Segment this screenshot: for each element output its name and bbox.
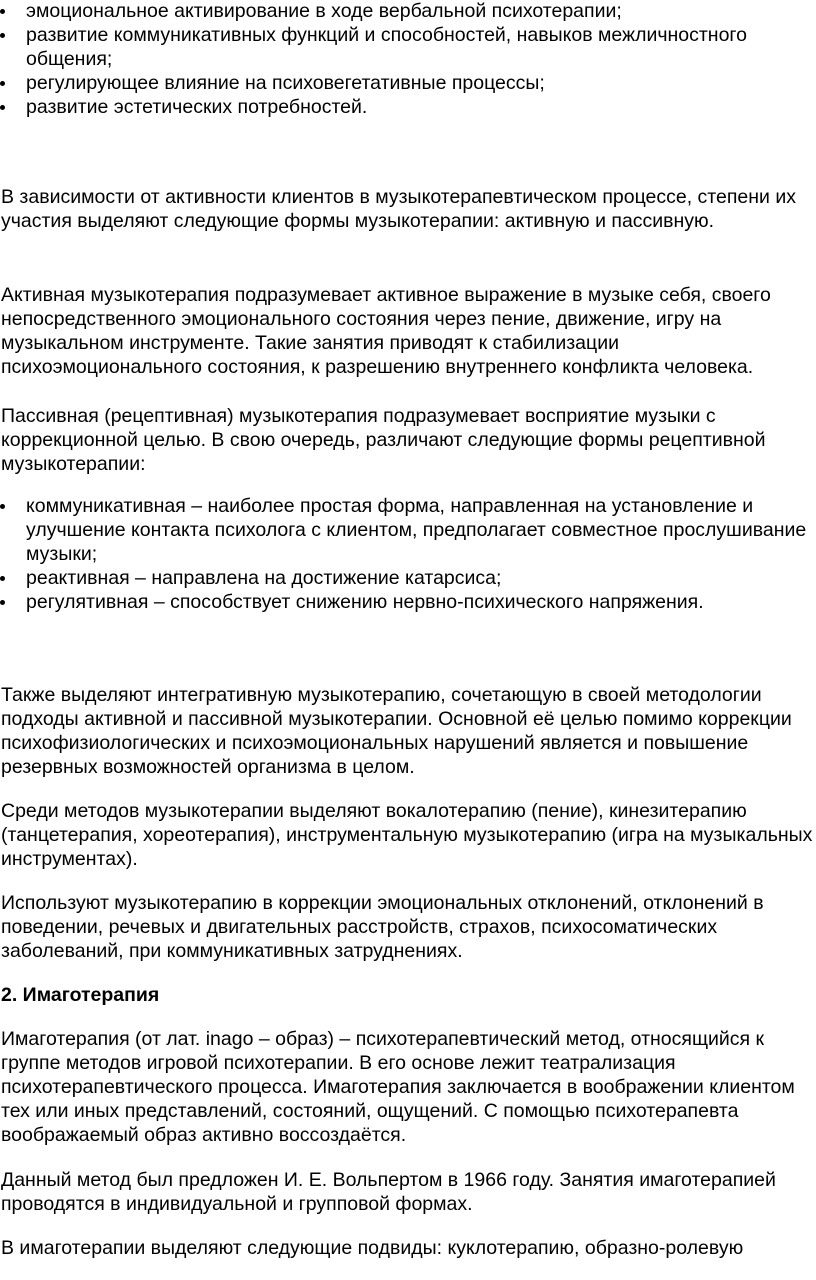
list-item bbox=[0, 23, 816, 71]
bullet-icon bbox=[0, 600, 5, 605]
list-item-text: коммуникативная – наиболее простая форма, направленная на установление и улучшение контакта психолога с клиентом, предполагает совместное прослушивание музыки; bbox=[26, 495, 807, 565]
goals-list bbox=[0, 0, 816, 119]
paragraph-passive-therapy: Пассивная (рецептивная) музыкотерапия подразумевает восприятие музыки с коррекционной целью. В свою очередь, различают следующие формы рецептивной музыкотерапии: bbox=[1, 405, 766, 475]
paragraph-integrative: Также выделяют интегративную музыкотерапию, сочетающую в своей методологии подходы активной и пассивной музыкотерапии. Основной её целью помимо коррекции психофизиологических и психоэмоциональных нарушений является и повышение резервных возможностей организма в целом. bbox=[1, 684, 792, 778]
bullet-icon bbox=[0, 9, 5, 14]
list-item bbox=[0, 71, 816, 95]
paragraph-usage: Используют музыкотерапию в коррекции эмоциональных отклонений, отклонений в поведении, речевых и двигательных расстройств, страхов, психосоматических заболеваний, при коммуникативных затруднениях. bbox=[1, 892, 764, 962]
paragraph-imagotherapy: Имаготерапия (от лат. inago – образ) – психотерапевтический метод, относящийся к группе методов игровой психотерапии. В его основе лежит театрализация психотерапевтического процесса. Имаготерапия заключается в воображении клиентом тех или иных представлений, состояний, ощущений. С помощью психотерапевта воображаемый образ активно воссоздаётся. bbox=[1, 1028, 795, 1146]
bullet-icon bbox=[0, 81, 5, 86]
bullet-icon bbox=[0, 576, 5, 581]
list-item bbox=[0, 590, 816, 614]
list-item bbox=[0, 494, 816, 566]
list-item-text: развитие эстетических потребностей. bbox=[26, 96, 368, 118]
list-item-text: регулятивная – способствует снижению нервно-психического напряжения. bbox=[26, 591, 704, 613]
paragraph-methods: Среди методов музыкотерапии выделяют вокалотерапию (пение), кинезитерапию (танцетерапия, хореотерапия), инструментальную музыкотерапию (игра на музыкальных инструментах). bbox=[1, 800, 813, 870]
paragraph-subtypes: В имаготерапии выделяют следующие подвиды: куклотерапию, образно-ролевую bbox=[1, 1237, 744, 1259]
list-item-text: регулирующее влияние на психовегетативные процессы; bbox=[26, 72, 545, 94]
paragraph-volpert: Данный метод был предложен И. Е. Вольпертом в 1966 году. Занятия имаготерапией проводятся в индивидуальной и групповой формах. bbox=[1, 1169, 776, 1215]
bullet-icon bbox=[0, 504, 5, 509]
bullet-icon bbox=[0, 33, 5, 38]
bullet-icon bbox=[0, 105, 5, 110]
paragraph-forms: В зависимости от активности клиентов в музыкотерапевтическом процессе, степени их участия выделяют следующие формы музыкотерапии: активную и пассивную. bbox=[1, 186, 796, 232]
paragraph-active-therapy: Активная музыкотерапия подразумевает активное выражение в музыке себя, своего непосредственного эмоционального состояния через пение, движение, игру на музыкальном инструменте. Такие занятия приводят к стабилизации психоэмоционального состояния, к разрешению внутреннего конфликта человека. bbox=[1, 284, 771, 378]
list-item-text: эмоциональное активирование в ходе вербальной психотерапии; bbox=[26, 0, 622, 22]
list-item bbox=[0, 0, 816, 23]
list-item-text: развитие коммуникативных функций и способностей, навыков межличностного общения; bbox=[26, 24, 747, 70]
list-item-text: реактивная – направлена на достижение катарсиса; bbox=[26, 567, 502, 589]
list-item bbox=[0, 95, 816, 119]
list-item bbox=[0, 566, 816, 590]
receptive-forms-list bbox=[0, 494, 816, 614]
section-heading: 2. Имаготерапия bbox=[1, 984, 160, 1006]
